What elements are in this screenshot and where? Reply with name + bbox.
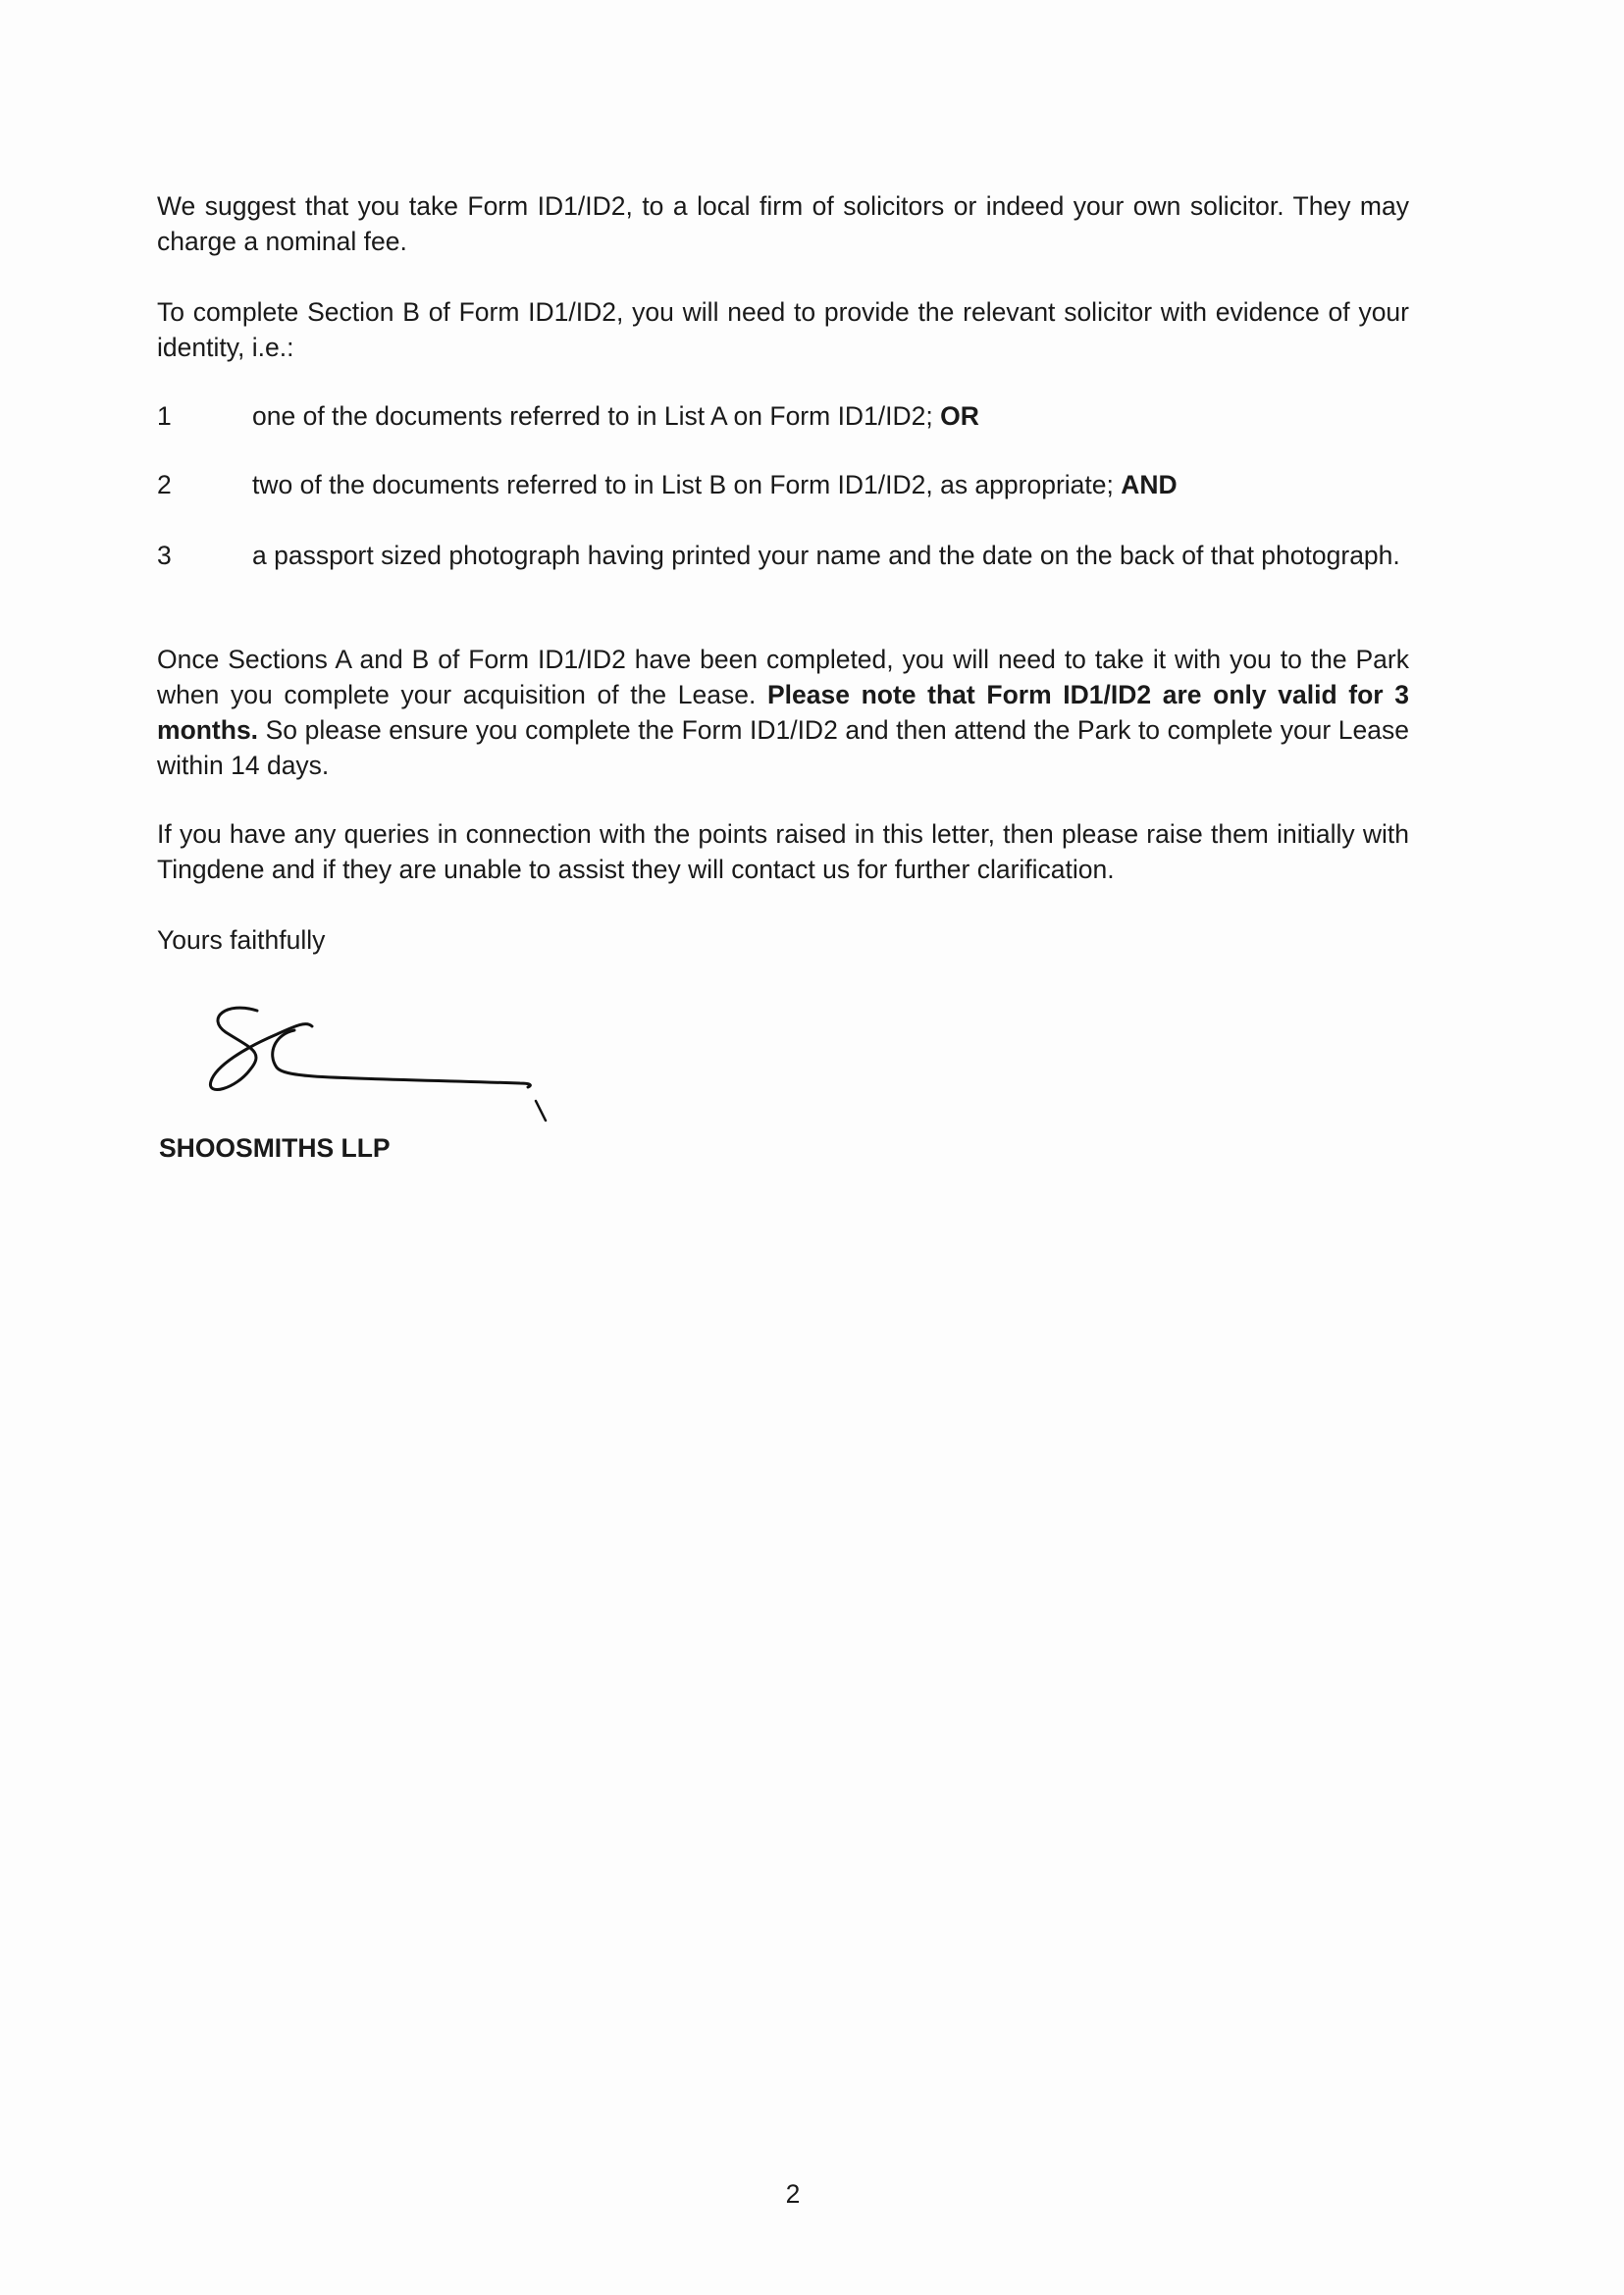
paragraph-queries: If you have any queries in connection with the points raised in this letter, then please raise them initially with Tingdene and if they are unable to assist they will contact us for further clarification. (157, 819, 1409, 884)
signatory-name: SHOOSMITHS LLP (159, 1133, 391, 1163)
list-item-number: 2 (157, 470, 172, 499)
handwritten-signature-icon (196, 991, 569, 1138)
validity-notice: Please note that Form ID1/ID2 are only valid for 3 months. (157, 680, 1409, 745)
list-item-body: one of the documents referred to in List A on Form ID1/ID2; (252, 401, 933, 431)
list-item-emphasis: AND (1121, 470, 1178, 499)
paragraph-section-b-evidence: To complete Section B of Form ID1/ID2, you will need to provide the relevant solicitor with evidence of your identity, i.e.: (157, 297, 1409, 362)
paragraph-solicitor-suggestion: We suggest that you take Form ID1/ID2, to a local firm of solicitors or indeed your own solicitor. They may charge a nominal fee. (157, 191, 1409, 256)
paragraph-completion-validity (157, 642, 1409, 783)
paragraph-validity-end: So please ensure you complete the Form ID1/ID2 and then attend the Park to complete your Lease within 14 days. (157, 715, 1409, 780)
list-item-text (252, 467, 1409, 502)
closing-salutation: Yours faithfully (157, 925, 326, 955)
list-item-emphasis: OR (940, 401, 979, 431)
list-item-number: 3 (157, 541, 172, 570)
list-item-text (252, 398, 1409, 434)
list-item-number: 1 (157, 401, 172, 431)
page-number: 2 (785, 2179, 801, 2209)
list-item-body: two of the documents referred to in List B on Form ID1/ID2, as appropriate; (252, 470, 1114, 499)
paragraph-validity-start: Once Sections A and B of Form ID1/ID2 have been completed, you will need to take it with you to the Park when you complete your acquisition of the Lease. (157, 645, 1409, 709)
list-item-text (252, 538, 1409, 573)
list-item-body: a passport sized photograph having printed your name and the date on the back of that photograph. (252, 541, 1400, 570)
